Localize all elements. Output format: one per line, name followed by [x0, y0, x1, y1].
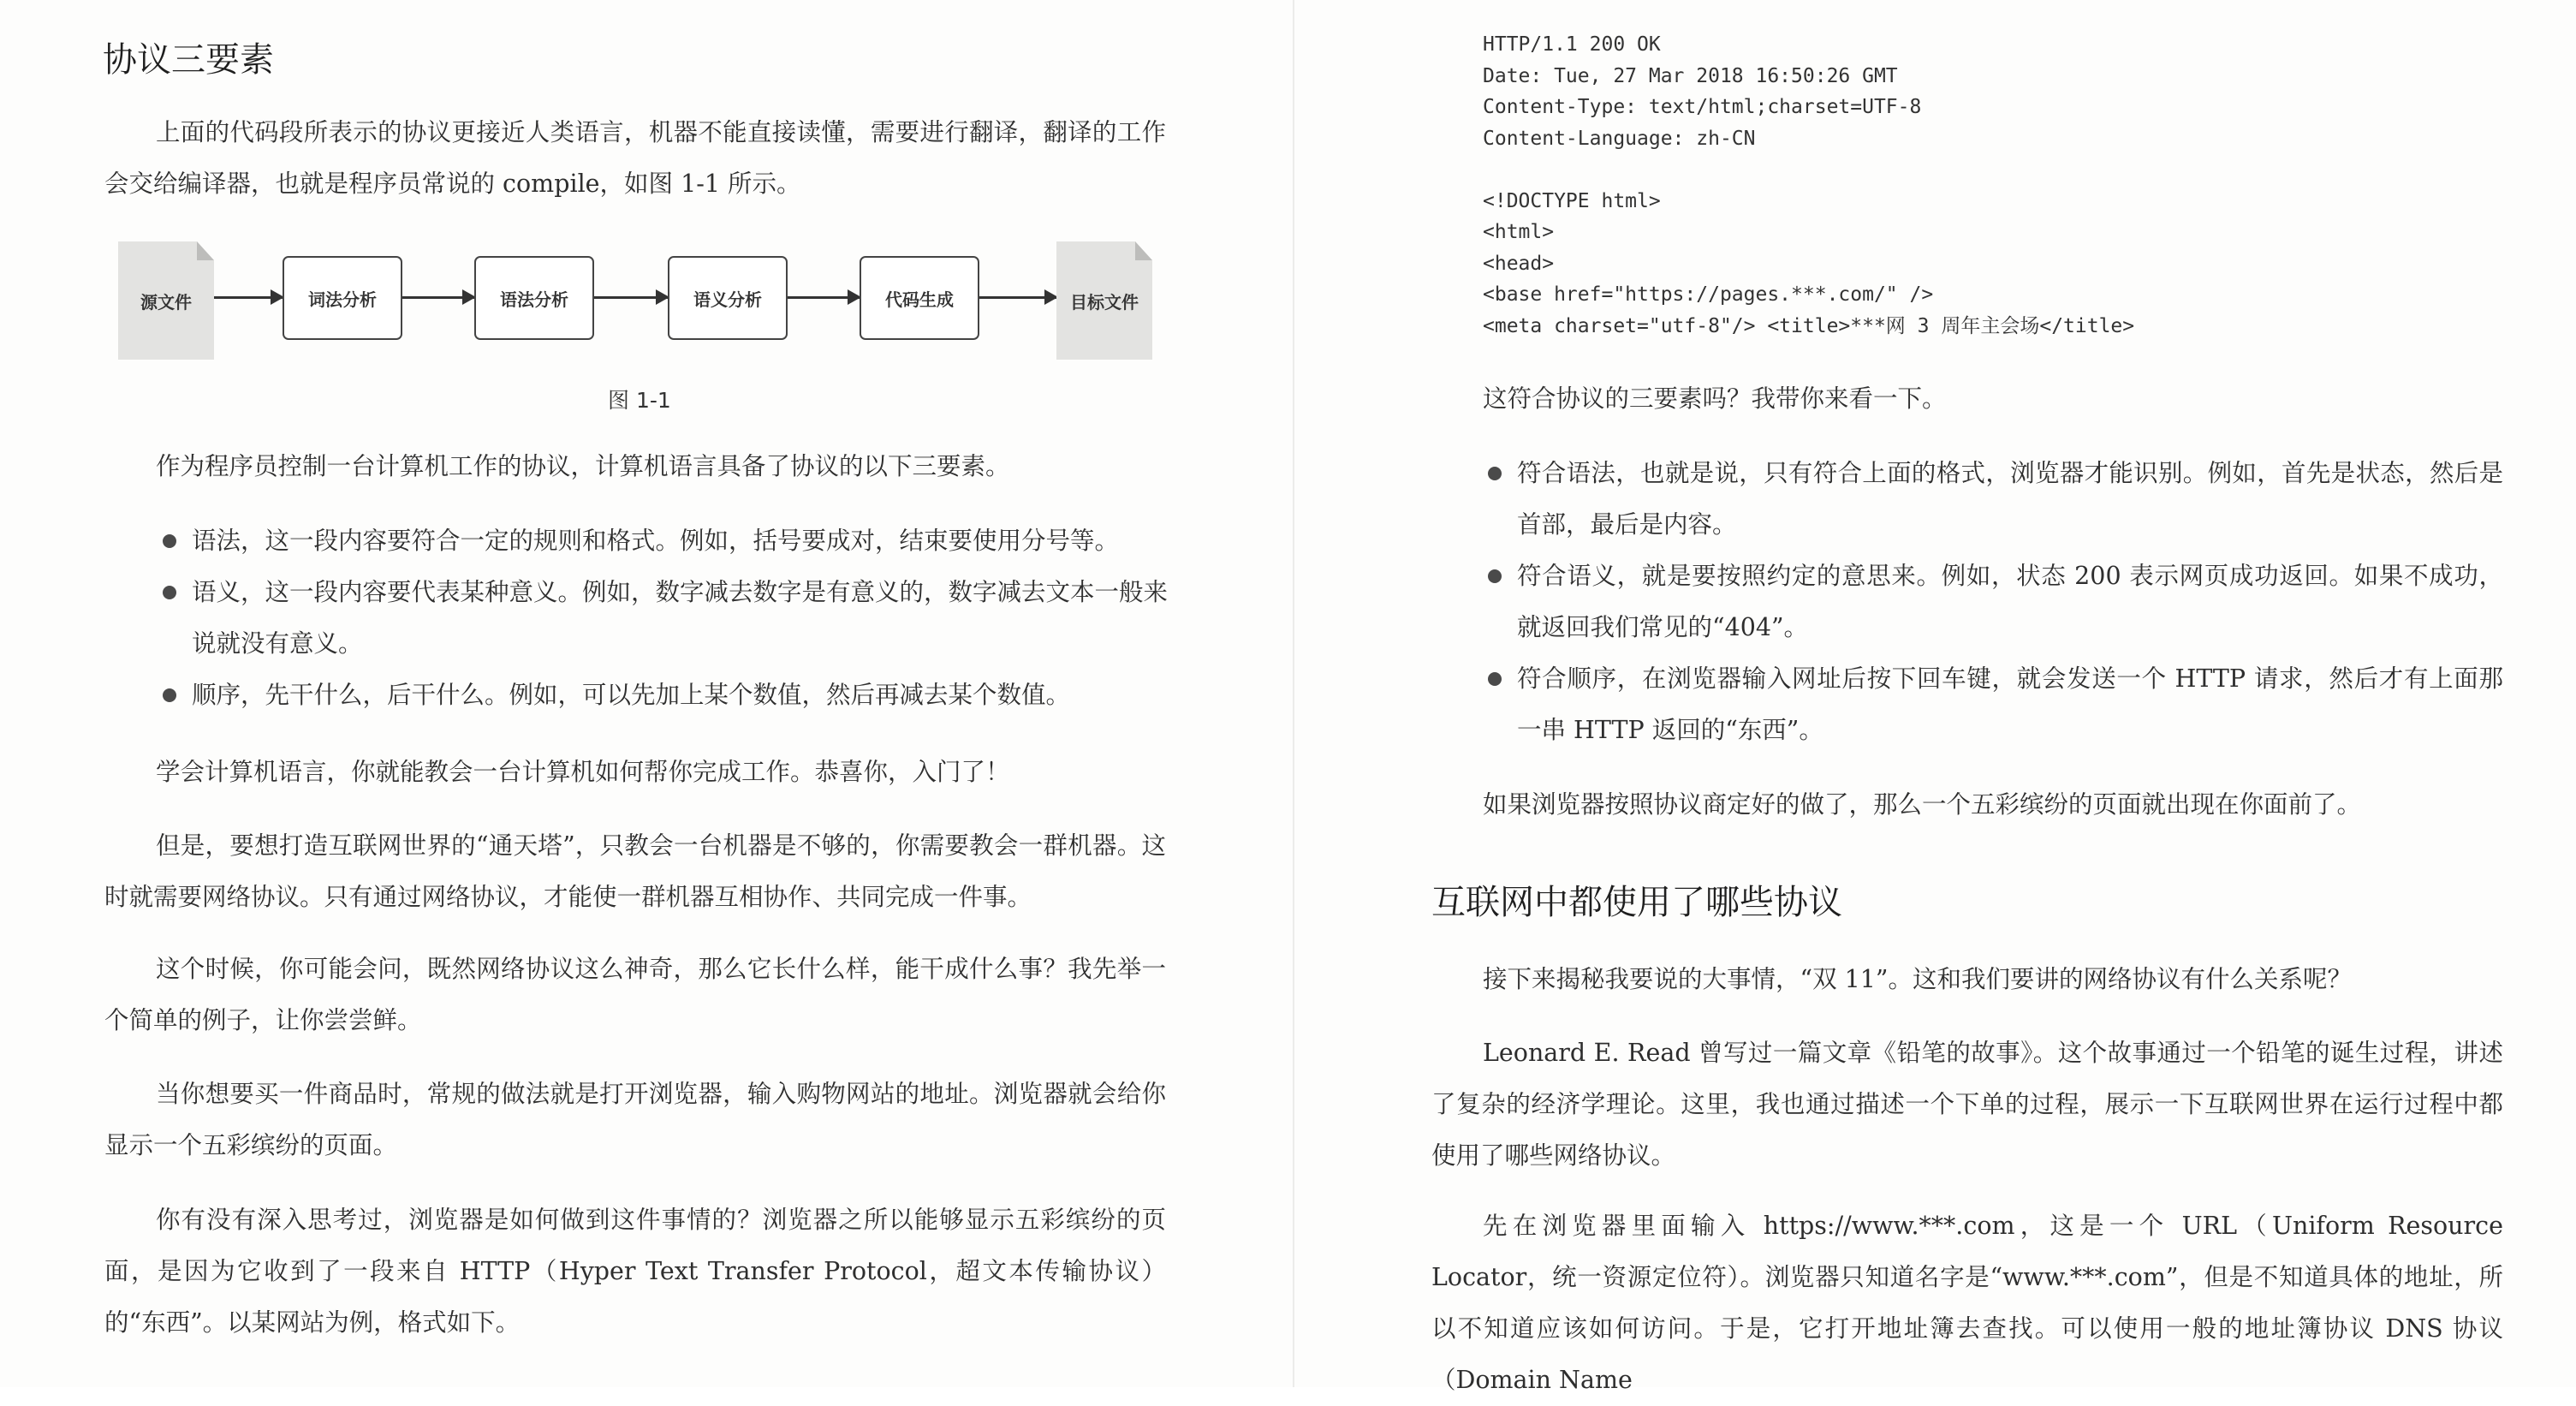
bullet-dot	[163, 586, 176, 599]
bullet-dot	[163, 688, 176, 702]
paragraph: 先在浏览器里面输入 https://www.***.com，这是一个 URL（Uniform Resource Locator，统一资源定位符）。浏览器只知道名字是“www.***.com”，但是不知道具体的地址，所以不知道应该如何访问。于是，它打开地址簿去查找。可以使用一般的地址簿协议 DNS 协议（Domain Name	[1431, 1212, 2503, 1394]
paragraph: 但是，要想打造互联网世界的“通天塔”，只教会一台机器是不够的，你需要教会一群机器。这时就需要网络协议。只有通过网络协议，才能使一群机器互相协作、共同完成一件事。	[104, 831, 1166, 911]
code-line: Content-Language: zh-CN	[1483, 127, 1756, 150]
paragraph: 这符合协议的三要素吗？我带你来看一下。	[1483, 384, 1947, 413]
http-response-code-block	[1483, 29, 2134, 342]
list-item	[159, 515, 1168, 567]
code-line: HTTP/1.1 200 OK	[1483, 33, 1661, 56]
flow-arrow	[402, 296, 474, 299]
bullet-dot	[1488, 672, 1502, 686]
list-item	[159, 567, 1168, 670]
bullet-dot	[1488, 467, 1502, 480]
compile-flow-diagram	[111, 240, 1156, 368]
paragraph: 如果浏览器按照协议商定好的做了，那么一个五彩缤纷的页面就出现在你面前了。	[1483, 790, 2362, 819]
left-page	[0, 0, 1288, 1387]
flow-arrow	[979, 296, 1056, 299]
list-item-text: 符合顺序，在浏览器输入网址后按下回车键，就会发送一个 HTTP 请求，然后才有上面那一串 HTTP 返回的“东西”。	[1517, 664, 2503, 744]
step-code-generation: 代码生成	[860, 256, 979, 340]
flow-arrow	[788, 296, 860, 299]
code-line: <!DOCTYPE html>	[1483, 189, 1661, 212]
source-file-label: 源文件	[140, 291, 192, 313]
code-line: <base href="https://pages.***.com/" />	[1483, 283, 1934, 306]
paragraph: 接下来揭秘我要说的大事情，“双 11”。这和我们要讲的网络协议有什么关系呢？	[1483, 965, 2352, 993]
bullet-list	[159, 515, 1168, 721]
target-file-label: 目标文件	[1070, 291, 1139, 313]
bullet-dot	[163, 534, 176, 548]
section-heading-internet-protocols: 互联网中都使用了哪些协议	[1431, 883, 1842, 922]
paragraph: 作为程序员控制一台计算机工作的协议，计算机语言具备了协议的以下三要素。	[156, 452, 1010, 480]
code-line: <html>	[1483, 221, 1555, 243]
step-semantic-analysis: 语义分析	[668, 256, 788, 340]
list-item	[1484, 448, 2503, 551]
code-line: <meta charset="utf-8"/> <title>***网 3 周年主会场</title>	[1483, 314, 2135, 337]
code-line	[1483, 154, 2134, 186]
paragraph: 当你想要买一件商品时，常规的做法就是打开浏览器，输入购物网站的地址。浏览器就会给你显示一个五彩缤纷的页面。	[104, 1080, 1166, 1159]
paragraph: 这个时候，你可能会问，既然网络协议这么神奇，那么它长什么样，能干成什么事？我先举一个简单的例子，让你尝尝鲜。	[104, 955, 1166, 1034]
list-item	[159, 670, 1168, 721]
list-item-text: 顺序，先干什么，后干什么。例如，可以先加上某个数值，然后再减去某个数值。	[192, 681, 1071, 709]
list-item-text: 符合语义，就是要按照约定的意思来。例如，状态 200 表示网页成功返回。如果不成功，就返回我们常见的“404”。	[1517, 562, 2503, 641]
list-item-text: 语义，这一段内容要代表某种意义。例如，数字减去数字是有意义的，数字减去文本一般来说就没有意义。	[192, 578, 1169, 658]
flow-arrow	[594, 296, 668, 299]
step-syntax-analysis: 语法分析	[474, 256, 594, 340]
section-heading-protocol-elements: 协议三要素	[103, 40, 274, 80]
paragraph: 你有没有深入思考过，浏览器是如何做到这件事情的？浏览器之所以能够显示五彩缤纷的页面，是因为它收到了一段来自 HTTP（Hyper Text Transfer Protocol，超文本传输协议）的“东西”。以某网站为例，格式如下。	[104, 1206, 1166, 1337]
list-item-text: 语法，这一段内容要符合一定的规则和格式。例如，括号要成对，结束要使用分号等。	[192, 527, 1120, 555]
figure-caption: 图 1-1	[608, 388, 671, 413]
paragraph: Leonard E. Read 曾写过一篇文章《铅笔的故事》。这个故事通过一个铅笔的诞生过程，讲述了复杂的经济学理论。这里，我也通过描述一个下单的过程，展示一下互联网世界在运行过程中都使用了哪些网络协议。	[1431, 1039, 2503, 1170]
step-lexical-analysis: 词法分析	[283, 256, 402, 340]
code-line: Date: Tue, 27 Mar 2018 16:50:26 GMT	[1483, 64, 1898, 87]
paragraph: 上面的代码段所表示的协议更接近人类语言，机器不能直接读懂，需要进行翻译，翻译的工作会交给编译器，也就是程序员常说的 compile，如图 1-1 所示。	[104, 118, 1166, 198]
page-gutter	[1293, 0, 1294, 1387]
code-line: <head>	[1483, 252, 1555, 275]
list-item-text: 符合语法，也就是说，只有符合上面的格式，浏览器才能识别。例如，首先是状态，然后是首部，最后是内容。	[1517, 459, 2503, 539]
flow-arrow	[214, 296, 283, 299]
list-item	[1484, 551, 2503, 653]
bullet-dot	[1488, 569, 1502, 583]
bullet-list	[1484, 448, 2503, 756]
list-item	[1484, 653, 2503, 756]
code-line: Content-Type: text/html;charset=UTF-8	[1483, 96, 1922, 118]
paragraph: 学会计算机语言，你就能教会一台计算机如何帮你完成工作。恭喜你，入门了！	[156, 758, 1010, 786]
